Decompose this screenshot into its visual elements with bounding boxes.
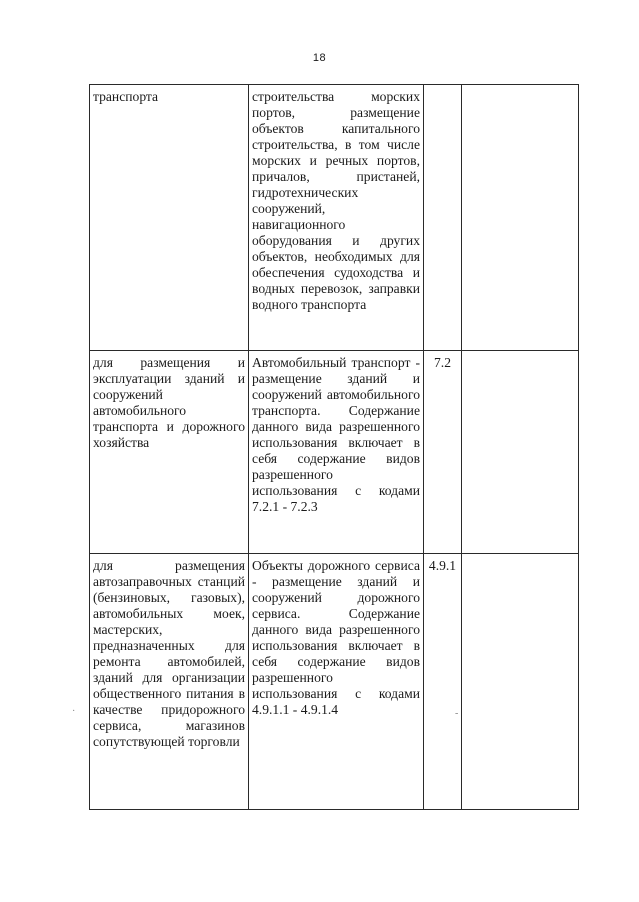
scan-dot: - <box>455 708 459 719</box>
description-cell: строительства морских портов, размещение объектов капитального строительства, в том числе морских и речных портов, причалов, пристаней, гидротехнических сооружений, навигационного оборудования и других объектов, необходимых для обеспечения судоходства и водных перевозок, заправки водного транспорта <box>249 85 424 351</box>
table-row <box>90 85 579 351</box>
code-cell: 4.9.1 <box>424 554 462 810</box>
land-use-table <box>89 84 579 810</box>
scan-dot: · <box>72 706 76 717</box>
description-cell: Объекты дорожного сервиса - размещение зданий и сооружений дорожного сервиса. Содержание данного вида разрешенного использования включает в себя содержание видов разрешенного использования с кодами 4.9.1.1 - 4.9.1.4 <box>249 554 424 810</box>
purpose-cell: транспорта <box>90 85 249 351</box>
code-cell <box>424 85 462 351</box>
extra-cell <box>462 351 579 554</box>
extra-cell <box>462 85 579 351</box>
purpose-cell: для размещения автозаправочных станций (бензиновых, газовых), автомобильных моек, мастерских, предназначенных для ремонта автомобилей, зданий для организации общественного питания в качестве придорожного сервиса, магазинов сопутствующей торговли <box>90 554 249 810</box>
table-row <box>90 554 579 810</box>
description-cell: Автомобильный транспорт - размещение зданий и сооружений автомобильного транспорта. Содержание данного вида разрешенного использования включает в себя содержание видов разрешенного использования с кодами 7.2.1 - 7.2.3 <box>249 351 424 554</box>
code-cell: 7.2 <box>424 351 462 554</box>
extra-cell <box>462 554 579 810</box>
page-number: 18 <box>312 52 327 64</box>
purpose-cell: для размещения и эксплуатации зданий и сооружений автомобильного транспорта и дорожного хозяйства <box>90 351 249 554</box>
table-row <box>90 351 579 554</box>
